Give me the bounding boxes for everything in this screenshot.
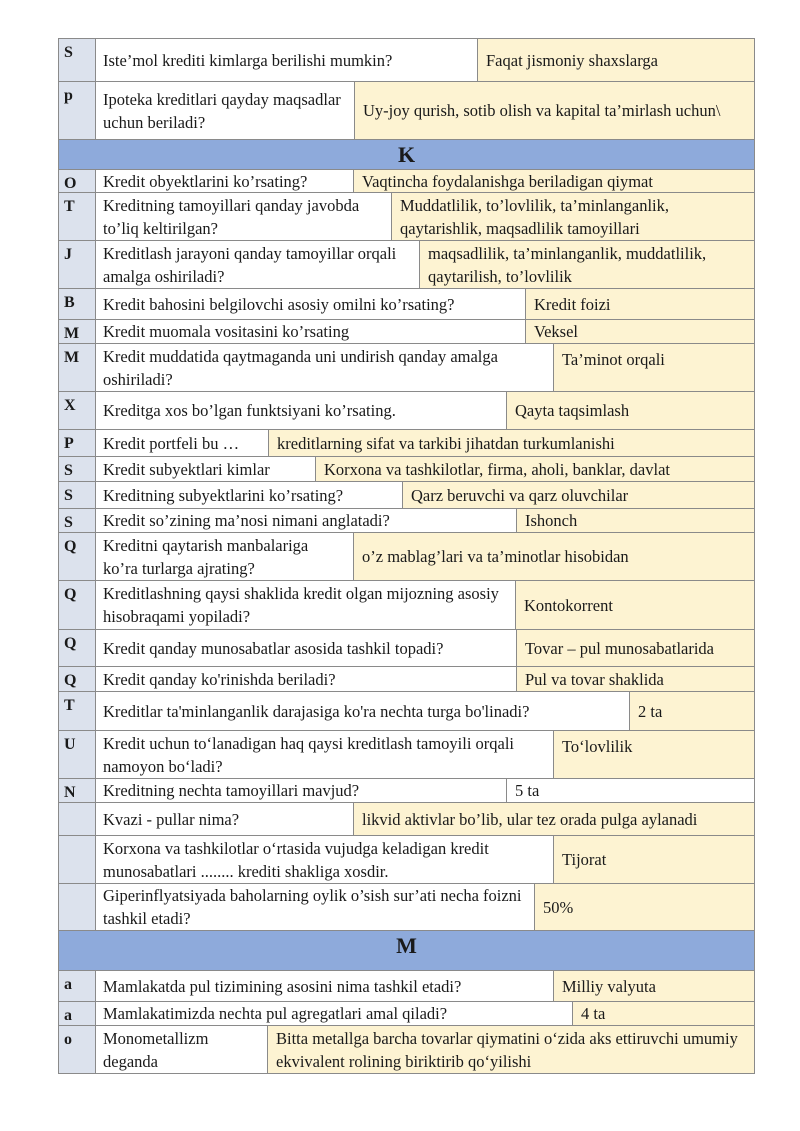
question-cell: Mamlakatda pul tizimining asosini nima tashkil etadi?: [103, 976, 462, 996]
answer-cell: 5 ta: [506, 779, 754, 802]
answer-cell: Pul va tovar shaklida: [516, 667, 754, 691]
row-letter: o: [59, 1026, 96, 1073]
answer-cell: Qarz beruvchi va qarz oluvchilar: [402, 482, 754, 508]
table-row: [59, 1025, 754, 1074]
question-cell: Korxona va tashkilotlar o‘rtasida vujudga keladigan kredit munosabatlari ........ krediti shakliga xosdir.: [103, 838, 489, 881]
row-letter: S: [59, 457, 96, 481]
answer-cell: Qayta taqsimlash: [506, 392, 754, 429]
answer-cell: 2 ta: [629, 692, 754, 730]
table-row: [59, 1001, 754, 1025]
answer-cell: Veksel: [525, 320, 754, 343]
question-cell: Mamlakatimizda nechta pul agregatlari amal qiladi?: [103, 1004, 448, 1023]
row-letter: Q: [59, 630, 96, 666]
row-letter: M: [59, 320, 96, 343]
question-cell: Kreditning tamoyillari qanday javobda to’liq keltirilgan?: [103, 195, 360, 238]
table-row: [59, 666, 754, 691]
question-cell: Giperinflyatsiyada baholarning oylik o’sish sur’ati necha foizni tashkil etadi?: [103, 886, 522, 928]
answer-cell: Tijorat: [553, 836, 754, 883]
table-row: [59, 192, 754, 240]
question-cell: Iste’mol krediti kimlarga berilishi mumkin?: [103, 50, 393, 70]
answer-cell: likvid aktivlar bo’lib, ular tez orada pulga aylanadi: [353, 803, 754, 835]
section-header-m: M: [59, 930, 754, 970]
row-letter: O: [59, 170, 96, 192]
answer-cell: Muddatlilik, to’lovlilik, ta’minlanganlik, qaytarishlik, maqsadlilik tamoyillari: [391, 193, 754, 240]
row-letter: a: [59, 971, 96, 1001]
answer-cell: o’z mablag’lari va ta’minotlar hisobidan: [353, 533, 754, 580]
row-letter: J: [59, 241, 96, 288]
answer-cell: Kontokorrent: [515, 581, 754, 629]
section-header-k: K: [59, 139, 754, 169]
table-row: [59, 691, 754, 730]
question-cell: Kvazi - pullar nima?: [103, 809, 240, 829]
row-letter: [59, 884, 96, 930]
row-letter: S: [59, 509, 96, 532]
answer-cell: Vaqtincha foydalanishga beriladigan qiymat: [353, 170, 754, 192]
table-row: [59, 288, 754, 319]
answer-cell: Milliy valyuta: [553, 971, 754, 1001]
question-cell: Kredit muomala vositasini ko’rsating: [103, 322, 350, 341]
question-cell: Kredit obyektlarini ko’rsating?: [103, 171, 308, 191]
table-row: [59, 508, 754, 532]
table-row: [59, 391, 754, 429]
question-cell: Kredit bahosini belgilovchi asosiy omilni ko’rsating?: [103, 294, 455, 314]
answer-cell: Faqat jismoniy shaxslarga: [477, 39, 754, 81]
table-row: [59, 532, 754, 580]
answer-cell: Kredit foizi: [525, 289, 754, 319]
row-letter: T: [59, 193, 96, 240]
table-row: [59, 81, 754, 139]
question-cell: Kreditlash jarayoni qanday tamoyillar orqali amalga oshiriladi?: [103, 243, 397, 286]
row-letter: [59, 836, 96, 883]
table-row: [59, 883, 754, 930]
table-row: [59, 240, 754, 288]
question-cell: Kredit subyektlari kimlar: [103, 459, 270, 479]
answer-cell: Bitta metallga barcha tovarlar qiymatini o‘zida aks ettiruvchi umumiy ekvivalent rolining biriktirib qo‘yilishi: [267, 1026, 754, 1073]
table-row: [59, 429, 754, 456]
table-row: [59, 169, 754, 192]
question-cell: Kredit portfeli bu …: [103, 433, 240, 453]
table-row: [59, 835, 754, 883]
table-row: [59, 481, 754, 508]
question-cell: Kreditning nechta tamoyillari mavjud?: [103, 781, 360, 800]
row-letter: a: [59, 1002, 96, 1025]
question-cell: Kredit so’zining ma’nosi nimani anglatadi?: [103, 511, 390, 530]
answer-cell: To‘lovlilik: [553, 731, 754, 778]
question-cell: Ipoteka kreditlari qayday maqsadlar uchun beriladi?: [103, 89, 341, 132]
question-answer-table: [58, 38, 755, 1074]
answer-cell: maqsadlilik, ta’minlanganlik, muddatlilik, qaytarilish, to’lovlilik: [419, 241, 754, 288]
answer-cell: Tovar – pul munosabatlarida: [516, 630, 754, 666]
table-row: [59, 778, 754, 802]
row-letter: p: [59, 82, 96, 139]
question-cell: Kreditning subyektlarini ko’rsating?: [103, 485, 344, 505]
table-row: [59, 38, 754, 81]
table-row: [59, 319, 754, 343]
row-letter: X: [59, 392, 96, 429]
question-cell: Kredit qanday munosabatlar asosida tashkil topadi?: [103, 638, 444, 658]
row-letter: Q: [59, 581, 96, 629]
question-cell: Monometallizm deganda: [103, 1028, 209, 1071]
table-row: [59, 730, 754, 778]
row-letter: M: [59, 344, 96, 391]
table-row: [59, 456, 754, 481]
answer-cell: Korxona va tashkilotlar, firma, aholi, banklar, davlat: [315, 457, 754, 481]
row-letter: U: [59, 731, 96, 778]
table-row: [59, 802, 754, 835]
row-letter: T: [59, 692, 96, 730]
question-cell: Kreditlashning qaysi shaklida kredit olgan mijozning asosiy hisobraqami yopiladi?: [103, 584, 499, 626]
answer-cell: kreditlarning sifat va tarkibi jihatdan turkumlanishi: [268, 430, 754, 456]
answer-cell: Ishonch: [516, 509, 754, 532]
row-letter: N: [59, 779, 96, 802]
question-cell: Kredit qanday ko'rinishda beriladi?: [103, 669, 336, 689]
row-letter: Q: [59, 533, 96, 580]
question-cell: Kredit muddatida qaytmaganda uni undirish qanday amalga oshiriladi?: [103, 346, 498, 389]
row-letter: [59, 803, 96, 835]
row-letter: Q: [59, 667, 96, 691]
question-cell: Kreditni qaytarish manbalariga ko’ra turlarga ajrating?: [103, 535, 309, 578]
question-cell: Kreditga xos bo’lgan funktsiyani ko’rsating.: [103, 401, 396, 420]
table-row: [59, 629, 754, 666]
table-row: [59, 970, 754, 1001]
row-letter: B: [59, 289, 96, 319]
answer-cell: Ta’minot orqali: [553, 344, 754, 391]
answer-cell: Uy-joy qurish, sotib olish va kapital ta’mirlash uchun\: [354, 82, 754, 139]
table-row: [59, 580, 754, 629]
row-letter: P: [59, 430, 96, 456]
answer-cell: 4 ta: [572, 1002, 754, 1025]
table-row: [59, 343, 754, 391]
question-cell: Kreditlar ta'minlanganlik darajasiga ko'ra nechta turga bo'linadi?: [103, 701, 530, 721]
row-letter: S: [59, 39, 96, 81]
answer-cell: 50%: [534, 884, 754, 930]
question-cell: Kredit uchun to‘lanadigan haq qaysi kreditlash tamoyili orqali namoyon bo‘ladi?: [103, 733, 515, 776]
row-letter: S: [59, 482, 96, 508]
